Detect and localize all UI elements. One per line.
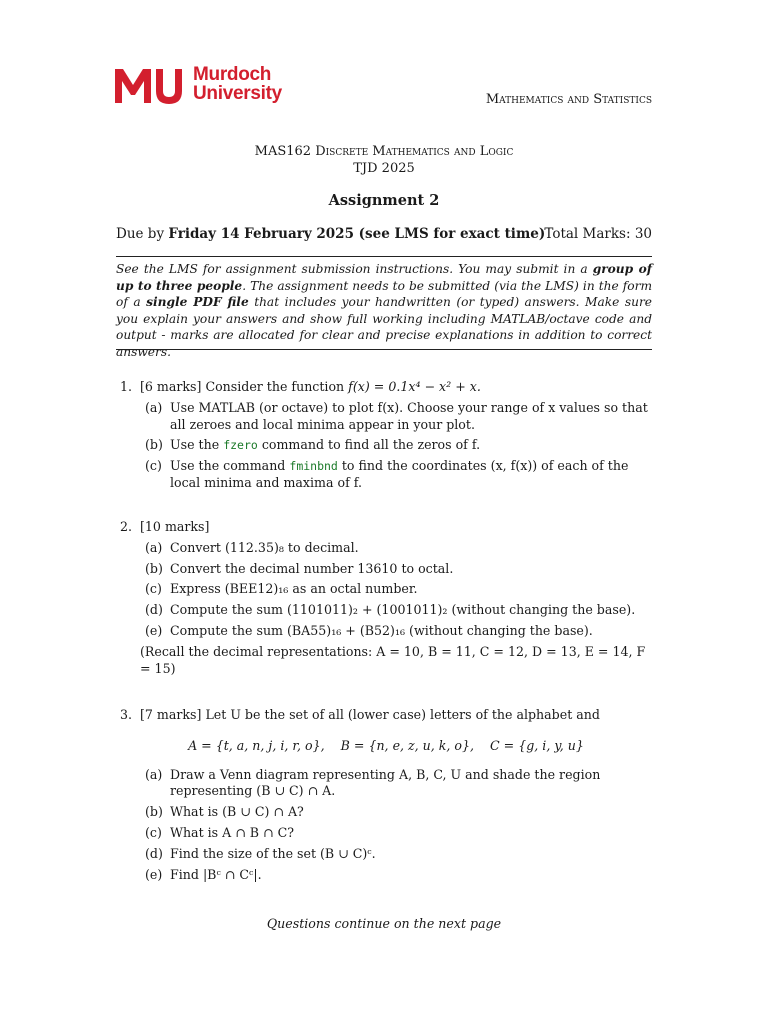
divider-bottom — [116, 349, 652, 350]
q3-part-b — [120, 804, 652, 821]
question-1 — [120, 379, 652, 496]
q1-c-post: to find the coordinates (x, f(x)) of each of the local minima and maxima of f. — [170, 458, 629, 490]
q2-number: 2. — [120, 519, 133, 534]
due-date: Friday 14 February 2025 (see LMS for exact time) — [168, 226, 546, 242]
q1-part-c — [120, 458, 652, 492]
assignment-title: Assignment 2 — [328, 192, 440, 209]
q1-parts — [120, 400, 652, 492]
page-footer: Questions continue on the next page — [266, 916, 502, 931]
q2-marks: [10 marks] — [140, 519, 210, 534]
q2-b-text: Convert the decimal number 13610 to octal. — [170, 560, 454, 576]
instr-bold-2: single PDF file — [146, 295, 249, 310]
question-2 — [120, 519, 652, 677]
q3-part-e — [120, 867, 652, 884]
q3-d-label: (d) — [145, 845, 163, 861]
q3-c-text: What is A ∩ B ∩ C? — [170, 824, 294, 840]
instr-text-1: See the LMS for assignment submission instructions. You may submit in a — [116, 262, 593, 276]
q2-note: (Recall the decimal representations: A = 10, B = 11, C = 12, D = 13, E = 14, F = 15) — [140, 643, 646, 676]
brand-line-2: University — [193, 83, 282, 104]
q1-c-label: (c) — [145, 458, 162, 474]
q2-parts — [120, 540, 652, 640]
q3-heading — [120, 707, 652, 724]
q2-c-text: Express (BEE12)₁₆ as an octal number. — [170, 581, 418, 597]
q2-part-b — [120, 561, 652, 578]
q3-a-text: Draw a Venn diagram representing A, B, C, U and shade the region representing (B ∪ C) ∩ A. — [170, 766, 601, 799]
course-title: MAS162 Discrete Mathematics and Logic — [254, 144, 514, 159]
q3-b-text: What is (B ∪ C) ∩ A? — [170, 804, 304, 820]
q2-b-label: (b) — [145, 560, 163, 576]
department: Mathematics and Statistics — [485, 92, 652, 107]
q3-e-text: Find |Bᶜ ∩ Cᶜ|. — [170, 866, 262, 882]
question-3 — [120, 707, 652, 887]
q3-parts — [120, 767, 652, 884]
q2-a-text: Convert (112.35)₈ to decimal. — [170, 539, 359, 555]
instr-text-2: . The assignment needs to be submitted (via the LMS) in the form of a — [116, 278, 652, 310]
term: TJD 2025 — [353, 161, 415, 176]
instr-text-3: that includes your handwritten (or typed) answers. Make sure you explain your answers and show full working including MATLAB/octave code and output - marks are allocated for clear and precise explanations in addition to correct answers. — [116, 295, 652, 359]
q1-b-label: (b) — [145, 437, 163, 453]
q3-c-label: (c) — [145, 824, 162, 840]
q1-b-pre: Use the — [170, 437, 220, 453]
q1-a-label: (a) — [145, 399, 163, 415]
q2-part-d — [120, 602, 652, 619]
q2-d-label: (d) — [145, 602, 163, 618]
q1-b-code: fzero — [223, 438, 258, 453]
q2-part-c — [120, 581, 652, 598]
q1-marks: [6 marks] — [140, 379, 202, 394]
q3-marks: [7 marks] — [140, 707, 202, 722]
q1-part-a — [120, 400, 652, 434]
total-marks: Total Marks: 30 — [544, 226, 652, 242]
brand-line-1: Murdoch — [193, 64, 272, 85]
q2-part-a — [120, 540, 652, 557]
divider-top — [116, 256, 652, 257]
q3-part-a — [120, 767, 652, 801]
q2-e-label: (e) — [145, 622, 163, 638]
q1-c-code: fminbnd — [289, 459, 338, 474]
q1-c-pre: Use the command — [170, 458, 286, 474]
q3-a-label: (a) — [145, 766, 163, 782]
q1-part-b — [120, 437, 652, 454]
q1-b-post: command to find all the zeros of f. — [261, 437, 481, 453]
course-block — [0, 143, 768, 177]
q3-sets: A = {t, a, n, j, i, r, o}, B = {n, e, z, u, k, o}, C = {g, i, y, u} — [188, 737, 584, 753]
q3-d-text: Find the size of the set (B ∪ C)ᶜ. — [170, 845, 376, 861]
q2-a-label: (a) — [145, 539, 163, 555]
q1-a-text: Use MATLAB (or octave) to plot f(x). Choose your range of x values so that all zeroes and local minima appear in your plot. — [170, 399, 648, 432]
mu-logo-mark — [115, 67, 191, 105]
q3-b-label: (b) — [145, 804, 163, 820]
q2-d-text: Compute the sum (1101011)₂ + (1001011)₂ (without changing the base). — [170, 602, 636, 618]
q3-text: Let U be the set of all (lower case) letters of the alphabet and — [205, 707, 600, 722]
instructions — [116, 261, 652, 361]
q1-number: 1. — [120, 379, 133, 394]
q1-heading — [120, 379, 652, 396]
q3-part-c — [120, 825, 652, 842]
q3-part-d — [120, 846, 652, 863]
due-line — [116, 226, 545, 242]
q1-function: f(x) = 0.1x⁴ − x² + x. — [348, 379, 481, 394]
q3-e-label: (e) — [145, 866, 163, 882]
q2-e-text: Compute the sum (BA55)₁₆ + (B52)₁₆ (without changing the base). — [170, 622, 593, 638]
due-prefix: Due by — [116, 226, 165, 242]
q2-heading — [120, 519, 652, 536]
q2-c-label: (c) — [145, 581, 162, 597]
q2-part-e — [120, 623, 652, 640]
q3-number: 3. — [120, 707, 133, 722]
instr-bold-1: group of up to three people — [116, 262, 652, 293]
university-name — [193, 65, 282, 103]
q1-text: Consider the function — [205, 379, 345, 394]
